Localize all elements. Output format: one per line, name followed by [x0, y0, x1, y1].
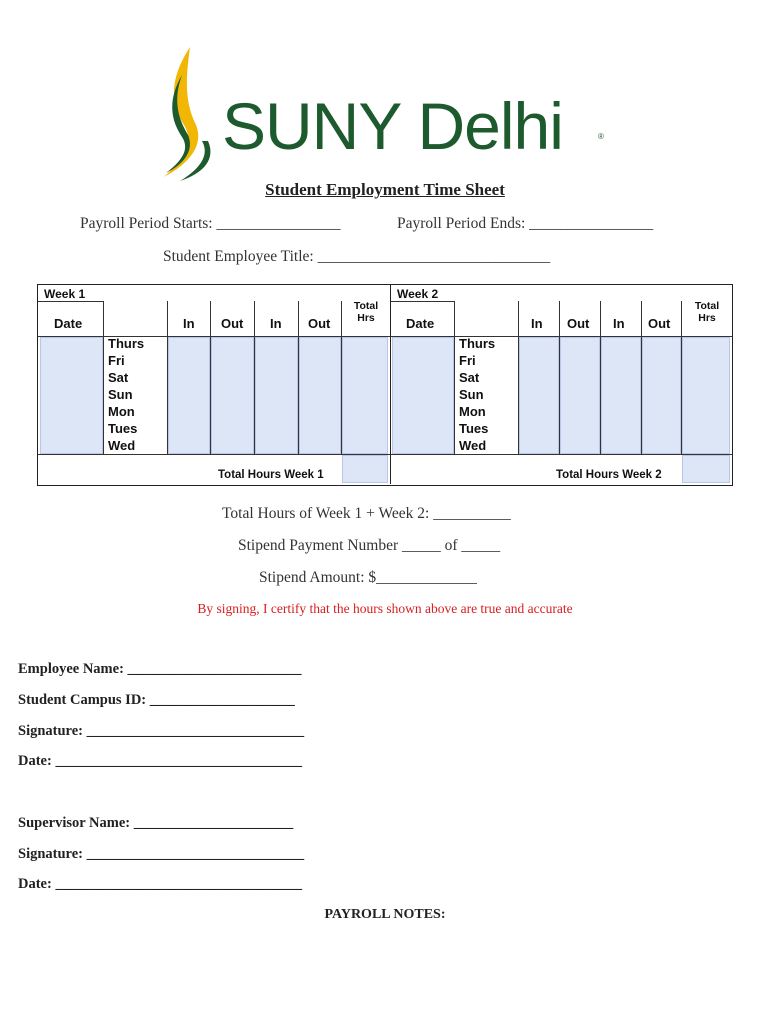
week2-out2-cells[interactable] [642, 337, 681, 454]
supervisor-name-label: Supervisor Name: ______________________ [18, 815, 294, 831]
student-employee-title[interactable]: Student Employee Title: ______________________________ [163, 248, 551, 265]
day-label: Fri [459, 353, 476, 368]
day-label: Mon [108, 404, 135, 419]
week2-date-cells[interactable] [392, 337, 454, 454]
out-header: Out [221, 316, 244, 331]
week1-out2-cells[interactable] [299, 337, 341, 454]
date-label: Date: __________________________________ [18, 876, 302, 892]
total-hrs-header [683, 300, 731, 324]
employee-date-field[interactable] [18, 753, 302, 770]
in-header: In [183, 316, 195, 331]
day-label: Sun [108, 387, 133, 402]
day-label: Tues [108, 421, 138, 436]
student-campus-id-field[interactable] [18, 692, 295, 709]
week2-label: Week 2 [397, 287, 439, 301]
out-header: Out [648, 316, 671, 331]
in-header: In [613, 316, 625, 331]
total-hours-week1-label: Total Hours Week 1 [218, 469, 324, 481]
supervisor-signature-field[interactable] [18, 846, 304, 863]
week1-out1-cells[interactable] [211, 337, 254, 454]
day-label: Wed [459, 438, 487, 453]
certification-notice: By signing, I certify that the hours shown above are true and accurate [197, 601, 573, 616]
payroll-period-ends[interactable]: Payroll Period Ends: ________________ [397, 215, 654, 232]
day-label: Sat [108, 370, 129, 385]
week1-date-cells[interactable] [40, 337, 103, 454]
flame-emblem-icon [160, 45, 220, 185]
day-label: Wed [108, 438, 136, 453]
out-header: Out [308, 316, 331, 331]
week2-in2-cells[interactable] [601, 337, 641, 454]
payroll-notes-heading: PAYROLL NOTES: [324, 907, 446, 922]
week2-total-hours-cell[interactable] [682, 455, 730, 483]
day-label: Sat [459, 370, 480, 385]
signature-label: Signature: ______________________________ [18, 723, 305, 739]
time-sheet-table [37, 284, 733, 486]
week2-in1-cells[interactable] [519, 337, 559, 454]
week1-days [108, 335, 144, 454]
day-label: Thurs [459, 336, 496, 351]
week1-in2-cells[interactable] [255, 337, 298, 454]
hrs-label: Hrs [698, 312, 716, 324]
employee-signature-field[interactable] [18, 723, 304, 740]
page-title: Student Employment Time Sheet [265, 180, 505, 199]
total-label: Total [353, 300, 379, 312]
in-header: In [270, 316, 282, 331]
day-label: Tues [459, 421, 489, 436]
day-label: Mon [459, 404, 486, 419]
week1-label: Week 1 [44, 287, 86, 301]
registered-mark: ® [598, 132, 604, 141]
week2-out1-cells[interactable] [560, 337, 600, 454]
signature-label: Signature: ______________________________ [18, 846, 305, 862]
total-hours-sum[interactable]: Total Hours of Week 1 + Week 2: __________ [222, 505, 511, 522]
day-label: Sun [459, 387, 484, 402]
out-header: Out [567, 316, 590, 331]
day-label: Thurs [108, 336, 145, 351]
stipend-amount[interactable]: Stipend Amount: $_____________ [259, 569, 477, 586]
logo-wordmark: SUNY Delhi [222, 89, 563, 163]
suny-delhi-logo [160, 45, 620, 185]
week1-section [38, 285, 390, 484]
hrs-label: Hrs [357, 312, 375, 324]
week1-total-hours-cell[interactable] [342, 455, 388, 483]
week2-days [459, 335, 495, 454]
supervisor-date-field[interactable] [18, 876, 302, 893]
date-header: Date [54, 316, 83, 331]
payroll-period-starts[interactable]: Payroll Period Starts: ________________ [80, 215, 341, 232]
week2-section [390, 285, 732, 484]
employee-name-field[interactable] [18, 661, 302, 678]
total-hrs-header [344, 300, 388, 324]
total-hours-week2-label: Total Hours Week 2 [556, 469, 662, 481]
total-label: Total [694, 300, 720, 312]
week2-total-cells[interactable] [682, 337, 730, 454]
date-label: Date: __________________________________ [18, 753, 302, 769]
campus-id-label: Student Campus ID: ____________________ [18, 692, 295, 708]
week1-total-cells[interactable] [342, 337, 388, 454]
supervisor-name-field[interactable] [18, 815, 293, 832]
employee-name-label: Employee Name: ________________________ [18, 661, 302, 677]
week1-in1-cells[interactable] [168, 337, 210, 454]
stipend-payment-number[interactable]: Stipend Payment Number _____ of _____ [238, 537, 501, 554]
date-header: Date [406, 316, 435, 331]
in-header: In [531, 316, 543, 331]
day-label: Fri [108, 353, 125, 368]
